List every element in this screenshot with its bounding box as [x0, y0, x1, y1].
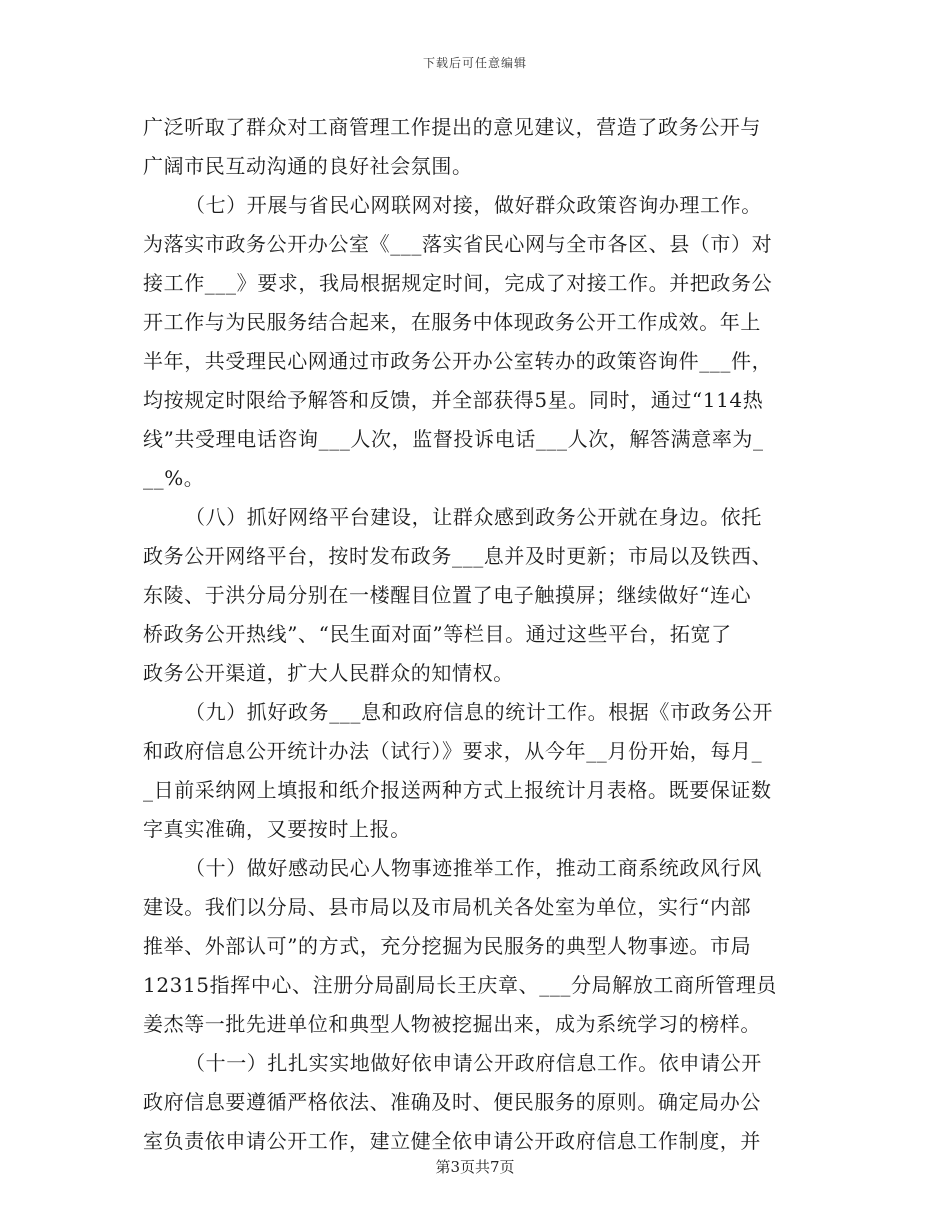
paragraph-start: （九）抓好政务___息和政府信息的统计工作。根据《市政务公开: [185, 700, 773, 724]
body-line: 接工作___》要求，我局根据规定时间，完成了对接工作。并把政务公: [143, 271, 773, 295]
page-number: 第3页共7页: [435, 1158, 515, 1176]
paragraph-start: （十一）扎扎实实地做好依申请公开政府信息工作。依申请公开: [185, 1051, 762, 1075]
body-line: 广阔市民互动沟通的良好社会氛围。: [143, 154, 473, 178]
paragraph-start: （七）开展与省民心网联网对接，做好群众政策咨询办理工作。: [185, 193, 762, 217]
body-line: 为落实市政务公开办公室《___落实省民心网与全市各区、县（市）对: [143, 232, 773, 256]
body-line: 推举、外部认可”的方式，充分挖掘为民服务的典型人物事迹。市局: [143, 934, 752, 958]
paragraph-start: （十）做好感动民心人物事迹推举工作，推动工商系统政风行风: [185, 856, 762, 880]
paragraph-start: （八）抓好网络平台建设，让群众感到政务公开就在身边。依托: [185, 505, 762, 529]
body-line: 线”共受理电话咨询___人次，监督投诉电话___人次，解答满意率为_: [143, 427, 764, 451]
body-line: 广泛听取了群众对工商管理工作提出的意见建议，营造了政务公开与: [143, 115, 761, 139]
body-line: 均按规定时限给予解答和反馈，并全部获得5星。同时，通过“114热: [143, 388, 764, 412]
body-line: 12315指挥中心、注册分局副局长王庆章、___分局解放工商所管理员: [143, 973, 778, 997]
body-line: 姜杰等一批先进单位和典型人物被挖掘出来，成为系统学习的榜样。: [143, 1012, 761, 1036]
body-line: 政务公开网络平台，按时发布政务___息并及时更新；市局以及铁西、: [143, 544, 773, 568]
body-line: 桥政务公开热线”、“民生面对面”等栏目。通过这些平台，拓宽了: [143, 622, 732, 646]
body-line: 开工作与为民服务结合起来，在服务中体现政务公开工作成效。年上: [143, 310, 761, 334]
body-line: 半年，共受理民心网通过市政务公开办公室转办的政策咨询件___件，: [143, 349, 773, 373]
body-line: __%。: [143, 466, 205, 490]
body-line: 室负责依申请公开工作，建立健全依申请公开政府信息工作制度，并: [143, 1129, 761, 1153]
body-line: 东陵、于洪分局分别在一楼醒目位置了电子触摸屏；继续做好“连心: [143, 583, 752, 607]
body-line: _日前采纳网上填报和纸介报送两种方式上报统计月表格。既要保证数: [143, 778, 772, 802]
body-line: 政务公开渠道，扩大人民群众的知情权。: [143, 661, 514, 685]
body-line: 字真实准确，又要按时上报。: [143, 817, 411, 841]
body-line: 和政府信息公开统计办法（试行）》要求，从今年__月份开始，每月_: [143, 739, 763, 763]
document-body: [143, 108, 808, 1161]
page-header: 下载后可任意编辑: [422, 56, 527, 70]
body-line: 政府信息要遵循严格依法、准确及时、便民服务的原则。确定局办公: [143, 1090, 761, 1114]
body-line: 建设。我们以分局、县市局以及市局机关各处室为单位，实行“内部: [143, 895, 752, 919]
